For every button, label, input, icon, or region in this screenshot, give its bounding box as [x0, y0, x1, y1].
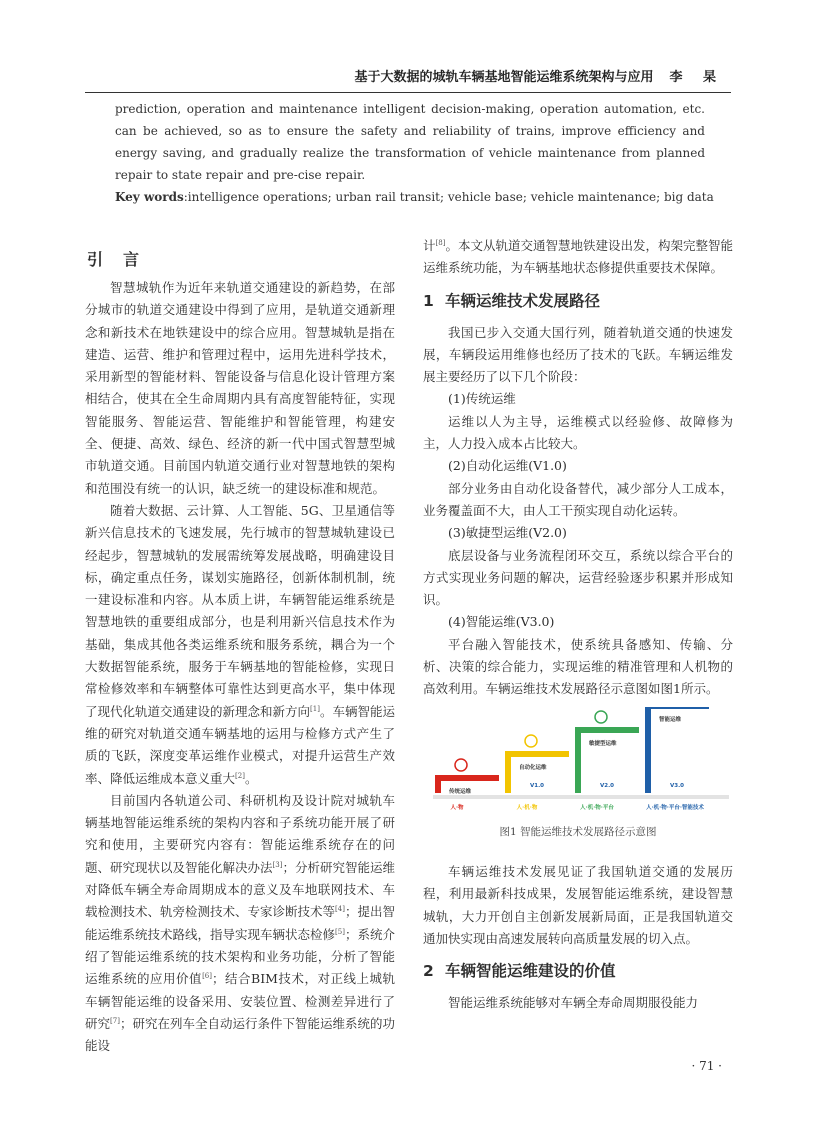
text-run: 计 — [423, 238, 436, 253]
left-column — [85, 247, 395, 1057]
page-number: · 71 · — [691, 1059, 722, 1073]
keywords-text: :intelligence operations; urban rail transit; vehicle base; vehicle maintenance; big data — [183, 190, 714, 204]
stage-icon — [525, 735, 537, 747]
section-1-closing: 车辆运维技术发展见证了我国轨道交通的发展历程，利用最新科技成果，发展智能运维系统，建设智慧城轨，大力开创自主创新发展新局面，正是我国轨道交通加快实现由高速发展转向高质量发展的切入点。 — [423, 863, 733, 946]
step-bottom-label: 人·机·物·平台 — [580, 804, 614, 811]
step-riser — [505, 751, 511, 793]
section-1-intro: 我国已步入交通大国行列，随着轨道交通的快速发展，车辆段运用维修也经历了技术的飞跃。车辆运维发展主要经历了以下几个阶段： — [423, 324, 733, 385]
citation: [7] — [110, 1016, 120, 1025]
stage-heading: (4)智能运维(V3.0) — [448, 614, 555, 630]
right-column — [423, 235, 733, 1014]
intro-heading: 引言 — [87, 250, 160, 269]
step-riser — [575, 727, 581, 793]
section-1-heading — [423, 286, 733, 316]
stage-body: 平台融入智能技术，使系统具备感知、传输、分析、决策的综合能力，实现运维的精准管理和人机物的高效利用。车辆运维技术发展路径示意图如图1所示。 — [423, 636, 733, 697]
citation: [4] — [335, 905, 345, 914]
step-riser — [645, 707, 651, 793]
figure-baseline — [433, 795, 729, 799]
text-run: ；提出智能运维系统技术路线，指导实现车辆状态检修 — [85, 904, 395, 942]
stage-heading: (3)敏捷型运维(V2.0) — [448, 525, 567, 541]
section-number: 2 — [423, 962, 434, 981]
step-bottom-label: 人·机·物 — [516, 804, 538, 811]
citation: [6] — [202, 972, 212, 981]
stage-heading: (1)传统运维 — [448, 391, 516, 407]
step-label: 敏捷型运维 — [589, 740, 617, 747]
abstract-continuation — [115, 98, 705, 186]
step-tread — [435, 775, 499, 781]
stage-icon — [455, 759, 467, 771]
step-version: V2.0 — [600, 782, 614, 789]
text-run: ；研究在列车全自动运行条件下智能运维系统的功能设 — [85, 1015, 395, 1054]
section-2-heading — [423, 956, 733, 986]
section-title: 车辆智能运维建设的价值 — [445, 962, 616, 981]
text-run: 。本文从轨道交通智慧地铁建设出发，构架完整智能运维系统功能，为车辆基地状态修提供重要技术保障。 — [423, 238, 733, 276]
keywords-line — [115, 190, 715, 204]
section-title: 车辆运维技术发展路径 — [445, 291, 601, 310]
step-label: 传统运维 — [449, 788, 472, 795]
keywords-label: Key words — [115, 190, 184, 204]
step-tread — [575, 727, 639, 733]
intro-paragraph-3 — [85, 790, 395, 1058]
step-label: 自动化运维 — [519, 764, 547, 771]
journal-article-title: 基于大数据的城轨车辆基地智能运维系统架构与应用 — [354, 70, 654, 85]
stage-icon — [595, 711, 607, 723]
text-run: ；系统介绍了智能运维系统的技术架构和业务功能，分析了智能运维系统的应用价值 — [85, 926, 395, 987]
intro-paragraph-1: 智慧城轨作为近年来轨道交通建设的新趋势，在部分城市的轨道交通建设中得到了应用，是轨道交通新理念和新技术在地铁建设中的综合应用。智慧城轨是指在建造、运营、维护和管理过程中，运用先进科学技术，采用新型的智能材料、智能设备与信息化设计管理方案相结合，使其在全生命周期内具有高度智能特征，实现智能服务、智能运营、智能维护和智能管理，构建安全、便捷、高效、绿色、经济的新一代中国式智慧型城市轨道交通。目前国内轨道交通行业对智慧地铁的架构和范围没有统一的认识，缺乏统一的建设标准和规范。 — [85, 280, 395, 496]
text-run: ；分析研究智能运维对降低车辆全寿命周期成本的意义及车地联网技术、车载检测技术、轨旁检测技术、专家诊断技术等 — [85, 859, 395, 920]
citation: [2] — [235, 771, 245, 780]
text-run: ；结合BIM技术，对正线上城轨车辆智能运维的设备采用、安装位置、检测差异进行了研究 — [85, 971, 395, 1031]
citation: [8] — [435, 238, 446, 247]
figure-1-graphic — [431, 707, 731, 815]
figure-1-staircase — [431, 707, 731, 815]
step-version: V3.0 — [670, 782, 684, 789]
stage-body: 运维以人为主导，运维模式以经验修、故障修为主，人力投入成本占比较大。 — [423, 413, 733, 452]
abstract-text: prediction, operation and maintenance intelligent decision-making, operation automation, etc. can be achieved, so as to ensure the safety and reliability of trains, improve efficiency and energy saving, and gradually realize the transformation of vehicle maintenance from planned repair to state repair and pre-cise repair. — [115, 102, 705, 182]
intro-paragraph-3-continued — [423, 235, 733, 280]
step-label: 智能运维 — [659, 716, 682, 723]
text-run: 目前国内各轨道公司、科研机构及设计院对城轨车辆基地智能运维系统的架构内容和子系统功能开展了研究和使用，主要研究内容有：智能运维系统存在的问题、研究现状以及智能化解决办法 — [85, 792, 395, 875]
intro-paragraph-2 — [85, 500, 395, 790]
stage-body: 部分业务由自动化设备替代，减少部分人工成本，业务覆盖面不大，由人工干预实现自动化运转。 — [423, 480, 733, 518]
text-run: 随着大数据、云计算、人工智能、5G、卫星通信等新兴信息技术的飞速发展，先行城市的智慧城轨建设已经起步，智慧城轨的发展需统筹发展战略，明确建设目标，确定重点任务，谋划实施路径，创新体制机制，统一建设标准和内容。从本质上讲，车辆智能运维系统是智慧地铁的重要组成部分，也是利用新兴信息技术作为基础，集成其他各类运维系统和服务系统，耦合为一个大数据智能系统，服务于车辆基地的智能检修，实现日常检修效率和车辆整体可靠性达到更高水平，集中体现了现代化轨道交通建设的新理念和新方向 — [85, 502, 395, 719]
step-tread — [645, 707, 709, 709]
step-bottom-label: 人·机·物·平台·智能技术 — [646, 804, 704, 811]
section-number: 1 — [423, 291, 434, 310]
figure-1-caption: 图1 智能运维技术发展路径示意图 — [499, 825, 657, 838]
step-version: V1.0 — [530, 782, 544, 789]
header-rule — [85, 92, 731, 93]
author-name: 李 杲 — [669, 70, 724, 85]
citation: [5] — [335, 927, 345, 936]
running-header — [354, 66, 724, 85]
section-2-first-line: 智能运维系统能够对车辆全寿命周期服役能力 — [448, 995, 699, 1011]
text-run: 。车辆智能运维的研究对轨道交通车辆基地的运用与检修方式产生了质的飞跃，深度变革运维作业模式，对提升运营生产效率、降低运维成本意义重大 — [85, 703, 395, 786]
step-bottom-label: 人·物 — [450, 804, 464, 811]
citation: [1] — [310, 704, 320, 713]
text-run: 。 — [244, 770, 258, 786]
stage-heading: (2)自动化运维(V1.0) — [448, 458, 567, 474]
step-tread — [505, 751, 569, 757]
citation: [3] — [272, 860, 283, 869]
stage-body: 底层设备与业务流程闭环交互，系统以综合平台的方式实现业务问题的解决，运营经验逐步积累并形成知识。 — [423, 547, 733, 608]
